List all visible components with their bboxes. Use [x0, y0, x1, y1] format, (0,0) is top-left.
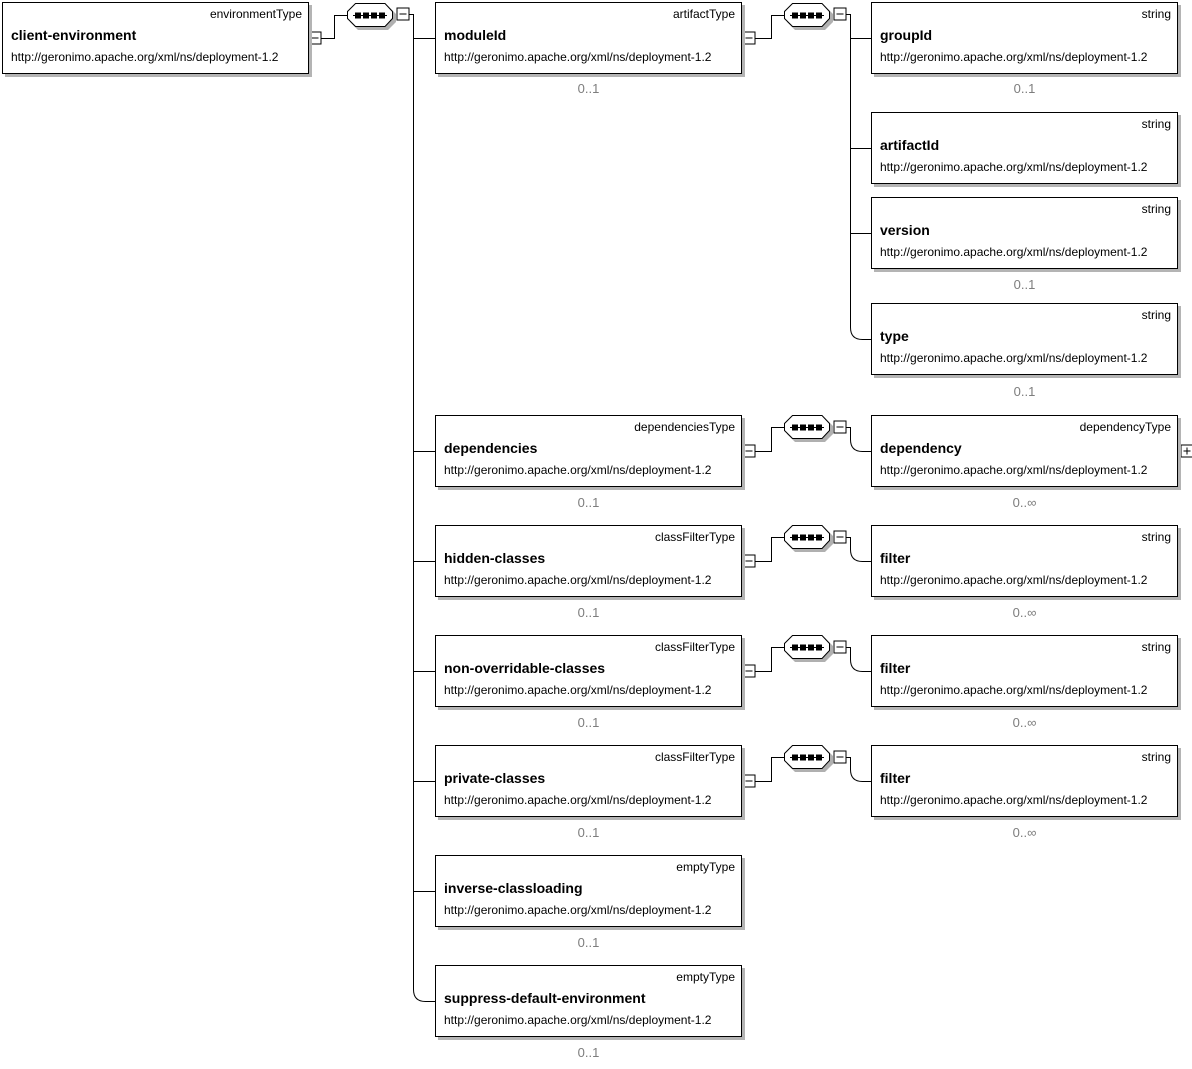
element-name: inverse-classloading: [444, 880, 583, 896]
element-type-label: string: [1141, 640, 1171, 654]
element-type-label: dependenciesType: [634, 420, 735, 434]
sequence-icon[interactable]: [348, 4, 397, 31]
cardinality-label: 0..1: [577, 825, 600, 840]
cardinality-label: 0..1: [577, 495, 600, 510]
cardinality-label: 0..1: [577, 81, 600, 96]
element-namespace: http://geronimo.apache.org/xml/ns/deployment-1.2: [444, 463, 712, 477]
element-name: filter: [880, 550, 911, 566]
cardinality-label: 0..1: [577, 715, 600, 730]
element-type-label: string: [1141, 530, 1171, 544]
sequence-icon[interactable]: [785, 4, 834, 31]
sequence-icon[interactable]: [785, 526, 834, 553]
element-namespace: http://geronimo.apache.org/xml/ns/deployment-1.2: [444, 793, 712, 807]
collapse-toggle-icon[interactable]: [743, 555, 755, 567]
element-namespace: http://geronimo.apache.org/xml/ns/deployment-1.2: [880, 50, 1148, 64]
element-box-groupId[interactable]: [871, 2, 1178, 74]
element-namespace: http://geronimo.apache.org/xml/ns/deployment-1.2: [11, 50, 279, 64]
element-box-dependency[interactable]: [871, 415, 1178, 487]
element-box-non-overridable-classes[interactable]: [435, 635, 742, 707]
cardinality-label: 0..1: [1013, 384, 1036, 399]
element-namespace: http://geronimo.apache.org/xml/ns/deployment-1.2: [880, 245, 1148, 259]
collapse-toggle-icon[interactable]: [834, 641, 846, 653]
cardinality-label: 0..∞: [1012, 825, 1037, 840]
element-name: groupId: [880, 27, 933, 43]
collapse-toggle-icon[interactable]: [834, 421, 846, 433]
element-name: client-environment: [11, 27, 137, 43]
element-namespace: http://geronimo.apache.org/xml/ns/deployment-1.2: [880, 160, 1148, 174]
cardinality-label: 0..1: [577, 605, 600, 620]
element-type-label: string: [1141, 750, 1171, 764]
element-namespace: http://geronimo.apache.org/xml/ns/deployment-1.2: [880, 573, 1148, 587]
element-box-private-classes[interactable]: [435, 745, 742, 817]
element-name: dependency: [880, 440, 962, 456]
expand-toggle-icon[interactable]: [1181, 445, 1192, 457]
element-type-label: classFilterType: [654, 530, 735, 544]
element-type-label: environmentType: [209, 7, 302, 21]
element-name: filter: [880, 770, 911, 786]
cardinality-label: 0..∞: [1012, 495, 1037, 510]
element-namespace: http://geronimo.apache.org/xml/ns/deployment-1.2: [880, 683, 1148, 697]
element-name: type: [880, 328, 909, 344]
element-box-inverse-classloading[interactable]: [435, 855, 742, 927]
element-box-type[interactable]: [871, 303, 1178, 375]
element-namespace: http://geronimo.apache.org/xml/ns/deployment-1.2: [880, 463, 1148, 477]
collapse-toggle-icon[interactable]: [834, 751, 846, 763]
collapse-toggle-icon[interactable]: [309, 32, 321, 44]
cardinality-label: 0..1: [577, 1045, 600, 1060]
element-type-label: string: [1141, 117, 1171, 131]
collapse-toggle-icon[interactable]: [834, 531, 846, 543]
element-type-label: string: [1141, 308, 1171, 322]
element-type-label: string: [1141, 202, 1171, 216]
element-name: filter: [880, 660, 911, 676]
collapse-toggle-icon[interactable]: [743, 775, 755, 787]
element-box-moduleId[interactable]: [435, 2, 742, 74]
element-name: non-overridable-classes: [444, 660, 606, 676]
collapse-toggle-icon[interactable]: [834, 8, 846, 20]
element-type-label: emptyType: [676, 970, 735, 984]
element-type-label: classFilterType: [654, 750, 735, 764]
element-namespace: http://geronimo.apache.org/xml/ns/deployment-1.2: [444, 50, 712, 64]
element-box-suppress-default-environment[interactable]: [435, 965, 742, 1037]
cardinality-label: 0..∞: [1012, 605, 1037, 620]
element-namespace: http://geronimo.apache.org/xml/ns/deployment-1.2: [444, 573, 712, 587]
element-type-label: dependencyType: [1079, 420, 1171, 434]
element-box-filter-private[interactable]: [871, 745, 1178, 817]
element-name: artifactId: [880, 137, 940, 153]
element-box-filter-hidden[interactable]: [871, 525, 1178, 597]
element-name: version: [880, 222, 930, 238]
cardinality-label: 0..1: [1013, 277, 1036, 292]
element-box-dependencies[interactable]: [435, 415, 742, 487]
element-name: dependencies: [444, 440, 538, 456]
element-namespace: http://geronimo.apache.org/xml/ns/deployment-1.2: [444, 1013, 712, 1027]
element-name: moduleId: [444, 27, 507, 43]
element-box-artifactId[interactable]: [871, 112, 1178, 184]
collapse-toggle-icon[interactable]: [743, 32, 755, 44]
element-namespace: http://geronimo.apache.org/xml/ns/deployment-1.2: [880, 793, 1148, 807]
element-box-hidden-classes[interactable]: [435, 525, 742, 597]
sequence-icon[interactable]: [785, 636, 834, 663]
element-type-label: classFilterType: [654, 640, 735, 654]
element-type-label: artifactType: [672, 7, 735, 21]
element-namespace: http://geronimo.apache.org/xml/ns/deployment-1.2: [444, 903, 712, 917]
sequence-icon[interactable]: [785, 746, 834, 773]
collapse-toggle-icon[interactable]: [743, 445, 755, 457]
element-type-label: string: [1141, 7, 1171, 21]
element-name: hidden-classes: [444, 550, 546, 566]
element-namespace: http://geronimo.apache.org/xml/ns/deployment-1.2: [880, 351, 1148, 365]
element-box-version[interactable]: [871, 197, 1178, 269]
sequence-icon[interactable]: [785, 416, 834, 443]
element-namespace: http://geronimo.apache.org/xml/ns/deployment-1.2: [444, 683, 712, 697]
element-box-client-environment[interactable]: [2, 2, 309, 74]
element-name: suppress-default-environment: [444, 990, 646, 1006]
element-name: private-classes: [444, 770, 546, 786]
cardinality-label: 0..1: [577, 935, 600, 950]
collapse-toggle-icon[interactable]: [397, 8, 409, 20]
cardinality-label: 0..∞: [1012, 715, 1037, 730]
element-box-filter-non-overridable[interactable]: [871, 635, 1178, 707]
collapse-toggle-icon[interactable]: [743, 665, 755, 677]
cardinality-label: 0..1: [1013, 81, 1036, 96]
element-type-label: emptyType: [676, 860, 735, 874]
